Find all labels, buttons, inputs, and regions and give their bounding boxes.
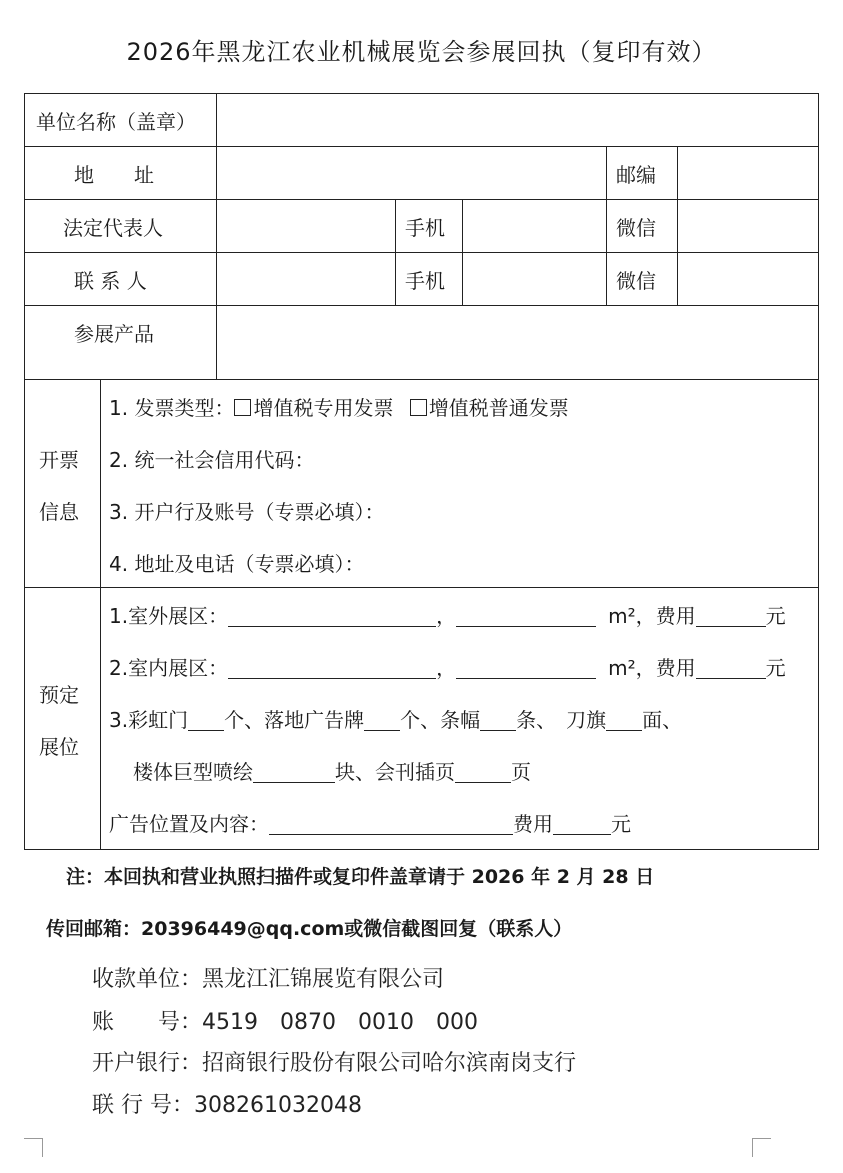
indoor-blank-2[interactable] [456,656,596,679]
comma: ， [436,604,457,628]
bank-row [92,1046,576,1077]
address-label: 地 址 [74,163,154,187]
banner-label: 个、条幅 [400,708,481,732]
account-row [92,1005,478,1036]
payee-row [92,962,444,993]
legal-rep-wechat-label: 微信 [616,216,656,240]
bank-no-label: 联 行 号： [92,1093,194,1118]
outdoor-blank-2[interactable] [456,604,596,627]
sqm-fee-label: m²，费用 [608,656,696,680]
ad-content-row [109,808,631,837]
indoor-fee-blank[interactable] [696,656,766,679]
col-divider [462,199,463,305]
sqm-fee-label: m²，费用 [608,604,696,628]
products-label: 参展产品 [74,322,154,346]
booking-section-label: 预定 [39,683,79,707]
unit-name-label: 单位名称（盖章） [36,110,196,134]
invoice-type-row [109,392,569,421]
billboard-blank[interactable] [364,708,400,731]
special-invoice-checkbox[interactable] [234,399,251,416]
outdoor-fee-blank[interactable] [696,604,766,627]
payee-value: 黑龙江汇锦展览有限公司 [202,967,445,992]
ad-content-blank[interactable] [269,812,513,835]
booking-section-label: 展位 [39,735,79,759]
ad-fee-blank[interactable] [553,812,611,835]
outdoor-label: 室外展区： [128,604,229,628]
row-divider [25,252,818,253]
col-divider [395,199,396,305]
flag-unit-label: 面、 [642,708,683,732]
col-divider [216,94,217,379]
form-title: 2026年黑龙江农业机械展览会参展回执（复印有效） [126,38,717,66]
row-divider [25,146,818,147]
indoor-blank-1[interactable] [228,656,436,679]
yuan-label: 元 [765,656,786,680]
ad-fee-label: 费用 [513,812,553,836]
yuan-label: 元 [611,812,631,836]
row-divider [25,587,818,588]
bank-value: 招商银行股份有限公司哈尔滨南岗支行 [202,1051,577,1076]
insert-page-blank[interactable] [455,760,511,783]
row-divider [25,379,818,380]
row-divider [25,199,818,200]
page-corner-mark [24,1138,43,1157]
indoor-label: 室内展区： [128,656,229,680]
account-label: 账 号： [92,1010,203,1035]
legal-rep-mobile-label: 手机 [405,216,445,240]
postcode-label: 邮编 [616,163,656,187]
print-items-row [133,756,531,785]
contact-mobile-label: 手机 [405,269,445,293]
col-divider [100,379,101,850]
bank-no-value: 308261032048 [194,1093,362,1118]
invoice-type-label: 1. 发票类型： [109,396,235,420]
rainbow-gate-blank[interactable] [188,708,224,731]
billboard-label: 个、落地广告牌 [224,708,365,732]
address-phone-row: 4. 地址及电话（专票必填）： [109,552,365,576]
insert-page-label: 块、会刊插页 [335,760,455,784]
return-email-note: 传回邮箱：20396449@qq.com或微信截图回复（联系人） [46,918,573,940]
bank-no-row [92,1088,362,1119]
account-value: 4519 0870 0010 000 [202,1010,478,1035]
indoor-area-row [109,652,786,681]
contact-wechat-label: 微信 [616,269,656,293]
special-invoice-option: 增值税专用发票 [253,396,394,420]
invoice-section-label: 开票 [39,448,79,472]
page-corner-mark [752,1138,771,1157]
comma: ， [436,656,457,680]
yuan-label: 元 [765,604,786,628]
payee-label: 收款单位： [92,967,203,992]
item3-number: 3. [109,708,129,732]
outdoor-blank-1[interactable] [228,604,436,627]
bank-label: 开户银行： [92,1051,203,1076]
contact-label: 联 系 人 [74,269,147,293]
row-divider [25,305,818,306]
invoice-section-label: 信息 [39,500,79,524]
normal-invoice-option: 增值税普通发票 [428,396,569,420]
indoor-number: 2. [109,656,129,680]
normal-invoice-checkbox[interactable] [410,399,427,416]
flag-blank[interactable] [606,708,642,731]
registration-form-table [24,93,819,850]
page-unit-label: 页 [511,760,531,784]
legal-rep-label: 法定代表人 [63,216,163,240]
deadline-note: 注：本回执和营业执照扫描件或复印件盖章请于 2026 年 2 月 28 日 [66,866,655,888]
building-print-label: 楼体巨型喷绘 [133,760,253,784]
credit-code-row: 2. 统一社会信用代码： [109,448,315,472]
outdoor-number: 1. [109,604,129,628]
outdoor-area-row [109,600,786,629]
banner-blank[interactable] [480,708,516,731]
flag-label: 条、 刀旗 [516,708,607,732]
col-divider [606,146,607,305]
building-print-blank[interactable] [253,760,335,783]
bank-account-row: 3. 开户行及账号（专票必填）： [109,500,385,524]
ad-content-label: 广告位置及内容： [109,812,269,836]
col-divider [677,146,678,305]
ad-items-row [109,704,682,733]
rainbow-gate-label: 彩虹门 [128,708,189,732]
